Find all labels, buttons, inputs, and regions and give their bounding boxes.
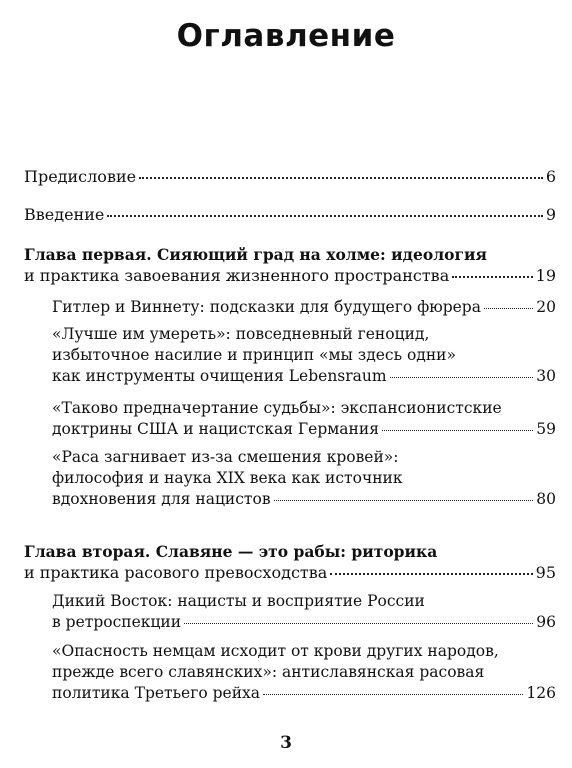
toc-entry-title-line: «Лучше им умереть»: повседневный геноцид, <box>52 325 430 343</box>
toc-page-number: 9 <box>545 205 556 224</box>
dot-leader <box>382 430 533 431</box>
toc-page-number: 126 <box>526 684 556 702</box>
toc-entry-title-line: «Таково предначертание судьбы»: экспансионистские <box>52 399 502 417</box>
toc-entry-title-line: избыточное насилие и принцип «мы здесь одни» <box>52 346 456 364</box>
toc-entry-introduction <box>24 205 556 224</box>
toc-subentry-race-decays <box>52 447 556 510</box>
toc-page-number: 19 <box>535 266 556 285</box>
toc-entry-title: Гитлер и Виннету: подсказки для будущего фюрера <box>52 298 481 316</box>
dot-leader <box>484 308 533 309</box>
toc-entry-preface <box>24 167 556 186</box>
toc-entry-title-line: Глава вторая. Славяне — это рабы: риторика <box>24 542 438 561</box>
dot-leader <box>452 276 532 278</box>
dot-leader <box>390 377 534 378</box>
page-title: Оглавление <box>176 18 396 54</box>
dot-leader <box>263 694 523 695</box>
toc-page-number: 20 <box>536 298 556 316</box>
dot-leader <box>107 215 542 217</box>
toc-entry-title-line: Глава первая. Сияющий град на холме: идеология <box>24 245 487 264</box>
toc-page-number: 80 <box>536 490 556 508</box>
toc-entry-title: Введение <box>24 205 105 224</box>
toc-entry-title-line: политика Третьего рейха <box>52 684 261 702</box>
toc-entry-title-line: в ретроспекции <box>52 613 182 631</box>
toc-page-number: 95 <box>535 563 556 582</box>
toc-entry-title-line: «Раса загнивает из-за смешения кровей»: <box>52 448 399 466</box>
toc-page-number: 59 <box>536 420 556 438</box>
toc-entry-title-line: и практика завоевания жизненного пространства <box>24 266 450 285</box>
toc-entry-chapter-1 <box>24 244 556 285</box>
toc-subentry-better-die <box>52 324 556 387</box>
toc-page-number: 96 <box>536 613 556 631</box>
toc-entry-title-line: прежде всего славянских»: антиславянская расовая <box>52 663 485 681</box>
toc-entry-title-line: философия и наука XIX века как источник <box>52 469 403 487</box>
page-number: 3 <box>280 733 292 753</box>
toc-subentry-destiny <box>52 398 556 440</box>
dot-leader <box>330 573 532 575</box>
toc-subentry-danger-to-germans <box>52 641 556 704</box>
dot-leader <box>274 500 534 501</box>
toc-entry-chapter-2 <box>24 541 556 582</box>
toc-entry-title-line: доктрины США и нацистская Германия <box>52 420 379 438</box>
toc-subentry-hitler-winnetou <box>52 297 556 318</box>
dot-leader <box>184 623 533 624</box>
toc-entry-title-line: «Опасность немцам исходит от крови других народов, <box>52 642 499 660</box>
toc-entry-title: Предисловие <box>24 167 137 186</box>
toc-entry-title-line: вдохновения для нацистов <box>52 490 271 508</box>
dot-leader <box>139 177 543 179</box>
toc-page-number: 6 <box>545 167 556 186</box>
toc-subentry-wild-east <box>52 591 556 633</box>
toc-entry-title-line: Дикий Восток: нацисты и восприятие России <box>52 592 425 610</box>
toc-entry-title-line: как инструменты очищения Lebensraum <box>52 367 387 385</box>
toc-page-number: 30 <box>536 367 556 385</box>
toc-entry-title-line: и практика расового превосходства <box>24 563 328 582</box>
